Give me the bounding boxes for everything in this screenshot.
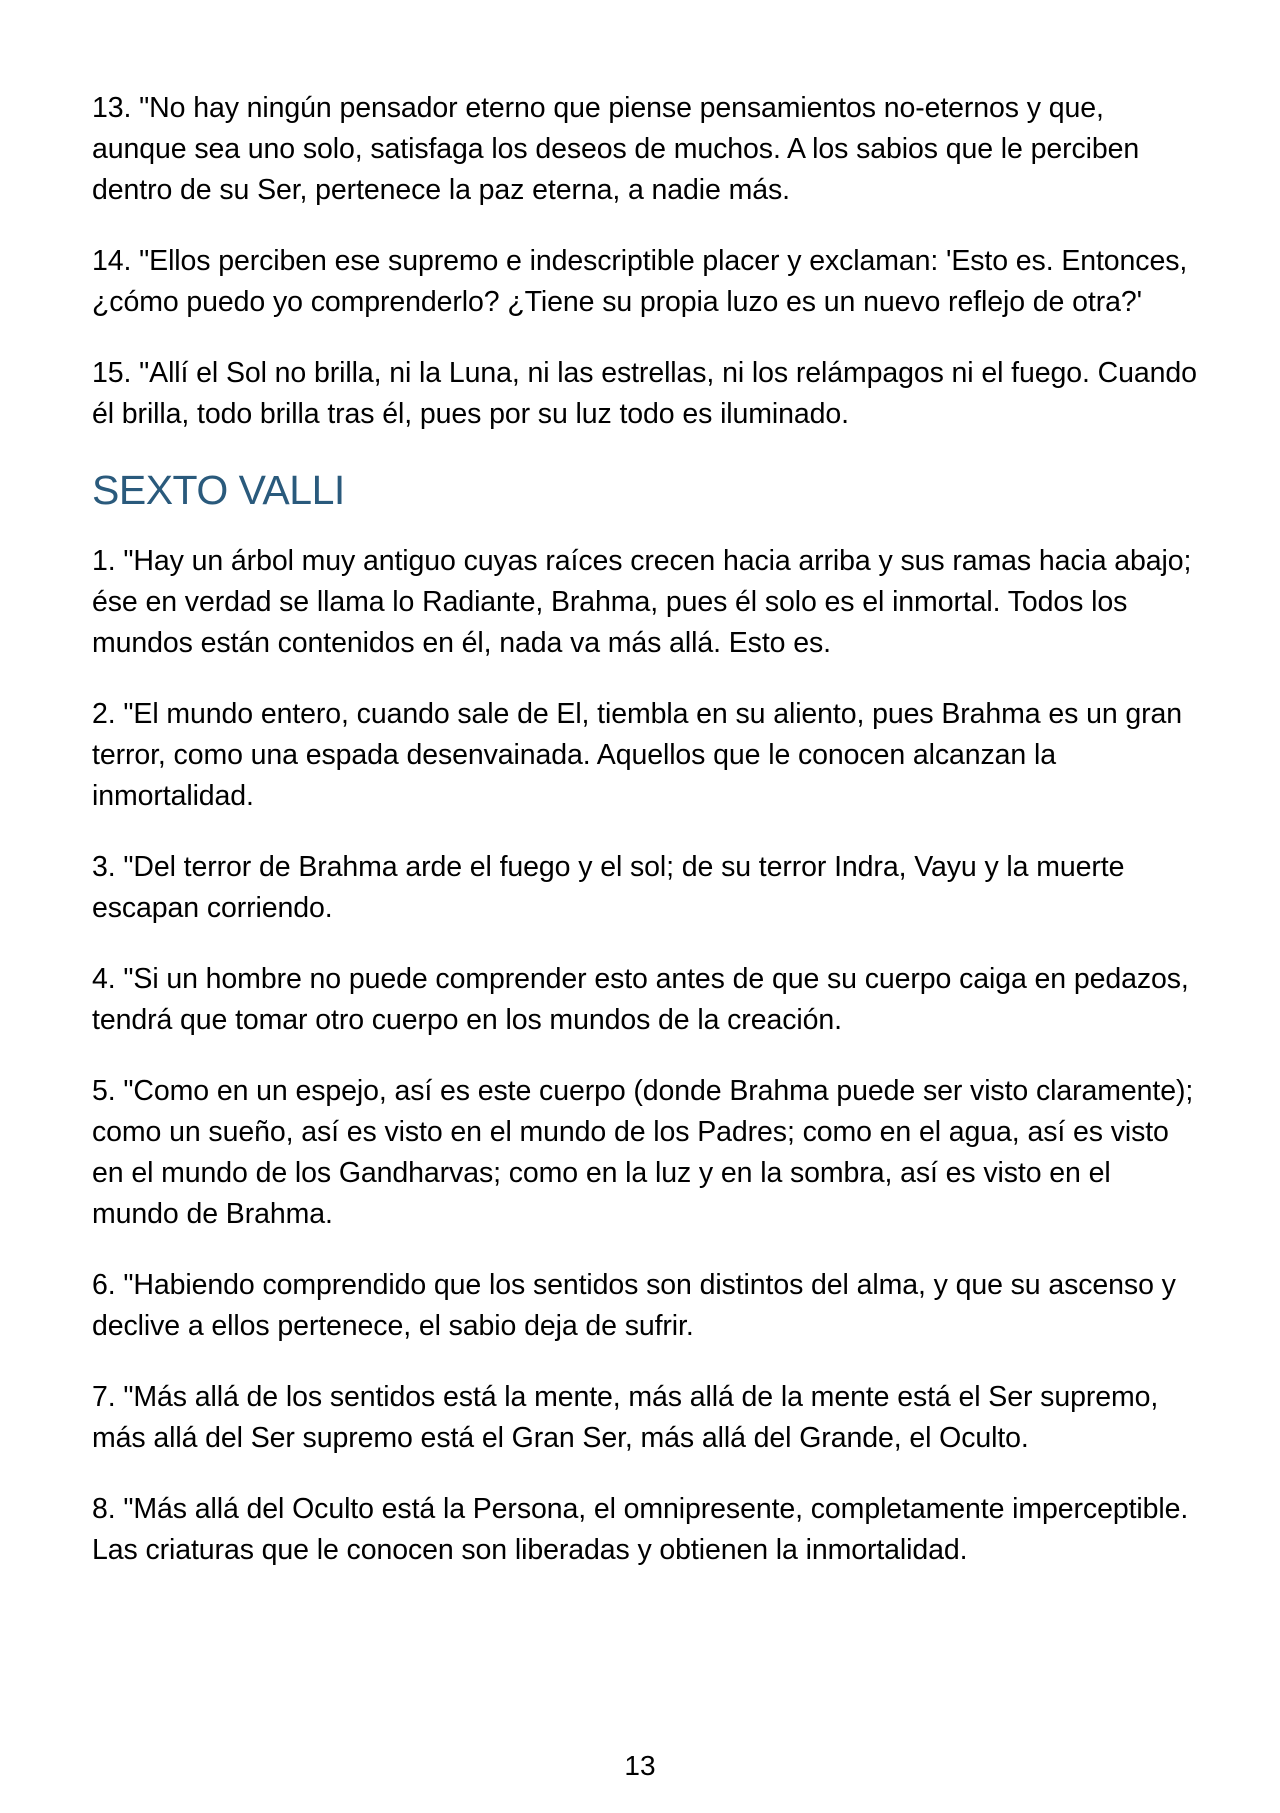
paragraph-verse-2: 2. "El mundo entero, cuando sale de El, tiembla en su aliento, pues Brahma es un gran terror, como una espada desenvainada. Aquellos que le conocen alcanzan la inmortalidad. (92, 698, 1183, 812)
paragraph-verse-6: 6. "Habiendo comprendido que los sentidos son distintos del alma, y que su ascenso y declive a ellos pertenece, el sabio deja de sufrir. (92, 1269, 1176, 1342)
paragraph-verse-4: 4. "Si un hombre no puede comprender esto antes de que su cuerpo caiga en pedazos, tendrá que tomar otro cuerpo en los mundos de la creación. (92, 963, 1189, 1036)
paragraph-verse-5: 5. "Como en un espejo, así es este cuerpo (donde Brahma puede ser visto claramente); como un sueño, así es visto en el mundo de los Padres; como en el agua, así es visto en el mundo de los Gandharvas; como en la luz y en la sombra, así es visto en el mundo de Brahma. (92, 1075, 1194, 1230)
paragraph-verse-14: 14. "Ellos perciben ese supremo e indescriptible placer y exclaman: 'Esto es. Entonces, ¿cómo puedo yo comprenderlo? ¿Tiene su propia luzo es un nuevo reflejo de otra?' (92, 245, 1188, 318)
paragraph-verse-7: 7. "Más allá de los sentidos está la mente, más allá de la mente está el Ser supremo, más allá del Ser supremo está el Gran Ser, más allá del Grande, el Oculto. (92, 1381, 1159, 1454)
paragraph-verse-1: 1. "Hay un árbol muy antiguo cuyas raíces crecen hacia arriba y sus ramas hacia abajo; ése en verdad se llama lo Radiante, Brahma, pues él solo es el inmortal. Todos los mundos están contenidos en él, nada va más allá. Esto es. (92, 545, 1192, 659)
page-number: 13 (624, 1750, 656, 1781)
paragraph-verse-13: 13. "No hay ningún pensador eterno que piense pensamientos no-eternos y que, aunque sea uno solo, satisfaga los deseos de muchos. A los sabios que le perciben dentro de su Ser, pertenece la paz eterna, a nadie más. (92, 92, 1140, 206)
paragraph-verse-8: 8. "Más allá del Oculto está la Persona, el omnipresente, completamente imperceptible. Las criaturas que le conocen son liberadas y obtienen la inmortalidad. (92, 1493, 1189, 1566)
paragraph-verse-15: 15. "Allí el Sol no brilla, ni la Luna, ni las estrellas, ni los relámpagos ni el fuego. Cuando él brilla, todo brilla tras él, pues por su luz todo es iluminado. (92, 357, 1197, 430)
section-heading: SEXTO VALLI (92, 467, 345, 513)
paragraph-verse-3: 3. "Del terror de Brahma arde el fuego y el sol; de su terror Indra, Vayu y la muerte escapan corriendo. (92, 851, 1125, 924)
page-content (92, 88, 1202, 1601)
